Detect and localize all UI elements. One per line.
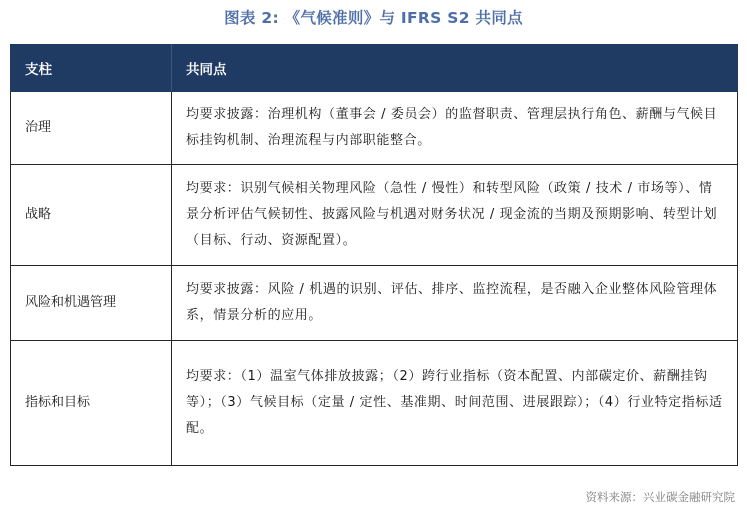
column-header-pillar: 支柱	[11, 45, 172, 92]
common-points-cell: 均要求披露：风险 / 机遇的识别、评估、排序、监控流程，是否融入企业整体风险管理体系，情景分析的应用。	[172, 266, 738, 341]
pillar-cell: 指标和目标	[11, 341, 172, 466]
source-note: 资料来源：兴业碳金融研究院	[585, 490, 735, 504]
table-row	[11, 266, 738, 341]
table-row	[11, 341, 738, 466]
table-row	[11, 165, 738, 266]
pillar-cell: 治理	[11, 92, 172, 165]
pillar-cell: 战略	[11, 165, 172, 266]
common-points-cell: 均要求披露：治理机构（董事会 / 委员会）的监督职责、管理层执行角色、薪酬与气候目标挂钩机制、治理流程与内部职能整合。	[172, 92, 738, 165]
pillar-cell: 风险和机遇管理	[11, 266, 172, 341]
column-header-common-points: 共同点	[172, 45, 738, 92]
common-points-cell: 均要求：识别气候相关物理风险（急性 / 慢性）和转型风险（政策 / 技术 / 市场等）、情景分析评估气候韧性、披露风险与机遇对财务状况 / 现金流的当期及预期影响、转型计划（目标、行动、资源配置）。	[172, 165, 738, 266]
table-row	[11, 92, 738, 165]
common-points-cell: 均要求：（1）温室气体排放披露；（2）跨行业指标（资本配置、内部碳定价、薪酬挂钩等）；（3）气候目标（定量 / 定性、基准期、时间范围、进展跟踪）；（4）行业特定指标适配。	[172, 341, 738, 466]
comparison-table	[10, 44, 738, 466]
table-header-row	[11, 45, 738, 92]
figure-title: 图表 2: 《气候准则》与 IFRS S2 共同点	[224, 9, 523, 27]
